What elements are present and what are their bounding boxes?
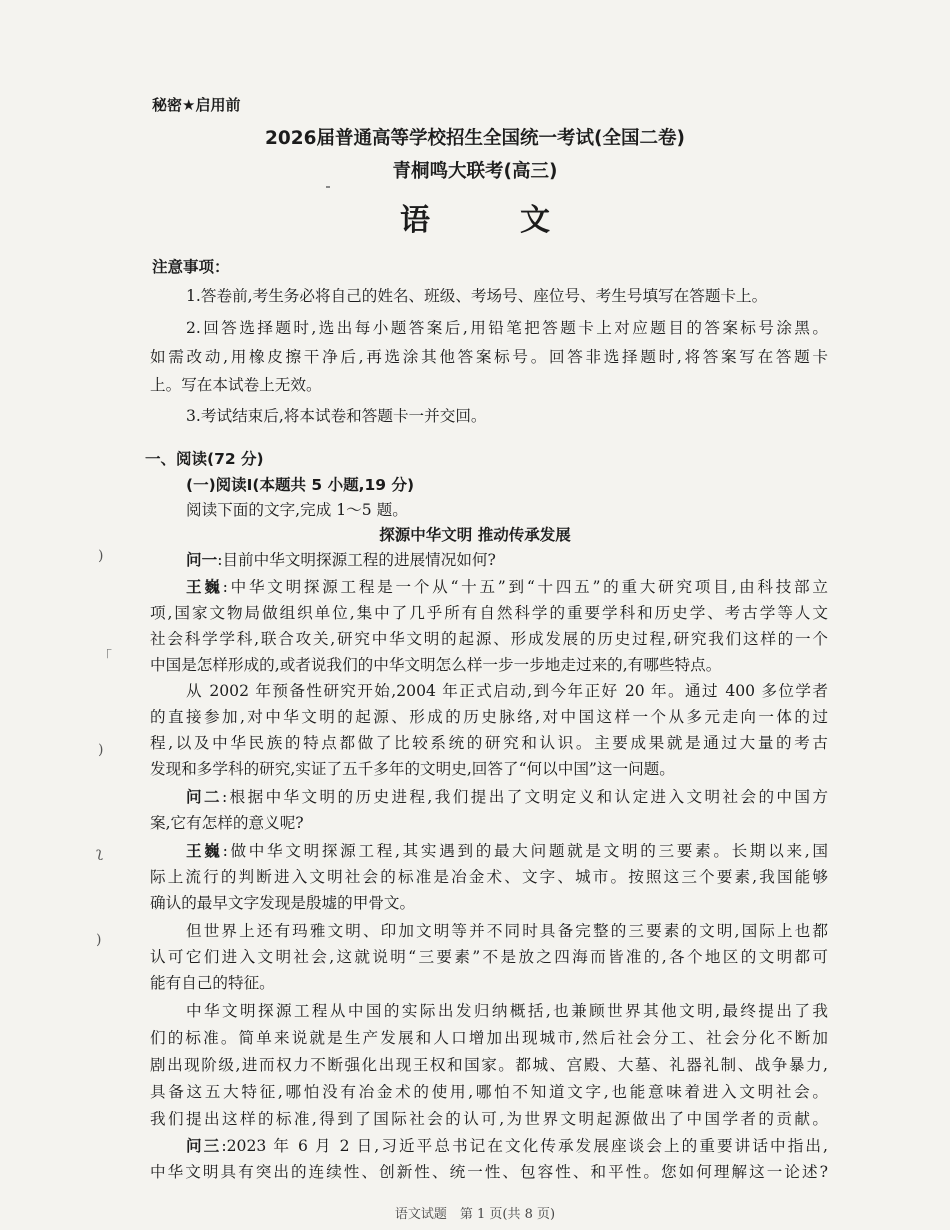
margin-mark: ) [98, 742, 104, 758]
article-line [186, 840, 828, 862]
article-line [186, 786, 828, 808]
article-line: 确认的最早文字发现是殷墟的甲骨文。 [150, 894, 416, 912]
article-line: 认可它们进入文明社会,这就说明“三要素”不是放之四海而皆准的,各个地区的文明都可 [150, 948, 828, 966]
speaker-label: 王巍 [186, 578, 223, 596]
article-line: 中国是怎样形成的,或者说我们的中华文明怎么样一步一步地走过来的,有哪些特点。 [150, 656, 722, 674]
article-line: 案,它有怎样的意义呢? [150, 814, 304, 832]
article-text: :目前中华文明探源工程的进展情况如何? [217, 551, 496, 569]
article-line: 能有自己的特征。 [150, 974, 275, 992]
article-line: 际上流行的判断进入文明社会的标准是冶金术、文字、城市。按照这三个要素,我国能够 [150, 868, 828, 886]
speaker-label: 王巍 [186, 842, 223, 860]
speaker-label: 问三 [186, 1137, 222, 1155]
article-line: 的直接参加,对中华文明的起源、形成的历史脉络,对中国这样一个从多元走向一体的过 [150, 708, 828, 726]
article-line: 具备这五大特征,哪怕没有冶金术的使用,哪怕不知道文字,也能意味着进入文明社会。 [150, 1083, 828, 1101]
notice-item-2-cont: 如需改动,用橡皮擦干净后,再选涂其他答案标号。回答非选择题时,将答案写在答题卡 [150, 348, 828, 366]
notice-heading: 注意事项： [152, 258, 230, 276]
notice-item-2-end: 上。写在本试卷上无效。 [150, 376, 322, 394]
exam-title: 2026届普通高等学校招生全国统一考试(全国二卷) [265, 128, 685, 149]
article-text: :2023 年 6 月 2 日,习近平总书记在文化传承发展座谈会上的重要讲话中指出, [221, 1137, 828, 1155]
article-text: 中华文明具有突出的连续性、创新性、统一性、包容性、和平性。您如何理解这一论述? [150, 1163, 828, 1181]
article-line: 发现和多学科的研究,实证了五千多年的文明史,回答了“何以中国”这一问题。 [150, 760, 675, 778]
article-text: :根据中华文明的历史进程,我们提出了文明定义和认定进入文明社会的中国方 [221, 788, 828, 806]
article-line: 但世界上还有玛雅文明、印加文明等并不同时具备完整的三要素的文明,国际上也都 [186, 922, 828, 940]
article-line: 中华文明探源工程从中国的实际出发归纳概括,也兼顾世界其他文明,最终提出了我 [186, 1002, 828, 1020]
speaker-label: 问二 [186, 788, 222, 806]
speaker-label: 问一 [186, 551, 218, 569]
article-line: 我们提出这样的标准,得到了国际社会的认可,为世界文明起源做出了中国学者的贡献。 [150, 1110, 828, 1128]
article-line: 剧出现阶级,进而权力不断强化出现王权和国家。都城、宫殿、大墓、礼器礼制、战争暴力, [150, 1056, 828, 1074]
article-line: 从 2002 年预备性研究开始,2004 年正式启动,到今年正好 20 年。通过 400 多位学者 [186, 682, 828, 700]
secret-label: 秘密★启用前 [152, 96, 241, 114]
notice-item-1: 1.答卷前,考生务必将自己的姓名、班级、考场号、座位号、考生号填写在答题卡上。 [186, 287, 768, 305]
article-line [186, 549, 496, 571]
notice-item-3: 3.考试结束后,将本试卷和答题卡一并交回。 [186, 407, 487, 425]
margin-mark: ʅ [96, 845, 103, 861]
section-title: 一、阅读(72 分) [145, 450, 264, 468]
article-text: :中华文明探源工程是一个从“十五”到“十四五”的重大研究项目,由科技部立 [222, 578, 828, 596]
article-title: 探源中华文明 推动传承发展 [379, 526, 571, 544]
page-footer: 语文试题 第 1 页(共 8 页) [394, 1207, 556, 1222]
article-line: 项,国家文物局做组织单位,集中了几乎所有自然科学的重要学科和历史学、考古学等人文 [150, 604, 828, 622]
article-line: 社会科学学科,联合攻关,研究中华文明的起源、形成发展的历史过程,研究我们这样的一个 [150, 630, 828, 648]
margin-mark: 「 [98, 649, 112, 665]
article-line [150, 1161, 828, 1183]
article-text: :做中华文明探源工程,其实遇到的最大问题就是文明的三要素。长期以来,国 [222, 842, 828, 860]
subject-title: 语 文 [400, 203, 580, 238]
article-line [186, 576, 828, 598]
article-line [186, 1135, 828, 1157]
margin-mark: ) [98, 548, 104, 564]
margin-mark: ) [96, 932, 102, 948]
notice-item-2: 2.回答选择题时,选出每小题答案后,用铅笔把答题卡上对应题目的答案标号涂黑。 [186, 319, 828, 337]
article-line: 程,以及中华民族的特点都做了比较系统的研究和认识。主要成果就是通过大量的考古 [150, 734, 828, 752]
exam-subtitle: 青桐鸣大联考(高三) [392, 161, 558, 182]
scan-speck [326, 186, 330, 188]
section-subtitle: (一)阅读Ⅰ(本题共 5 小题,19 分) [186, 476, 415, 494]
section-instruction: 阅读下面的文字,完成 1～5 题。 [186, 501, 408, 519]
article-line: 们的标准。简单来说就是生产发展和人口增加出现城市,然后社会分工、社会分化不断加 [150, 1029, 828, 1047]
